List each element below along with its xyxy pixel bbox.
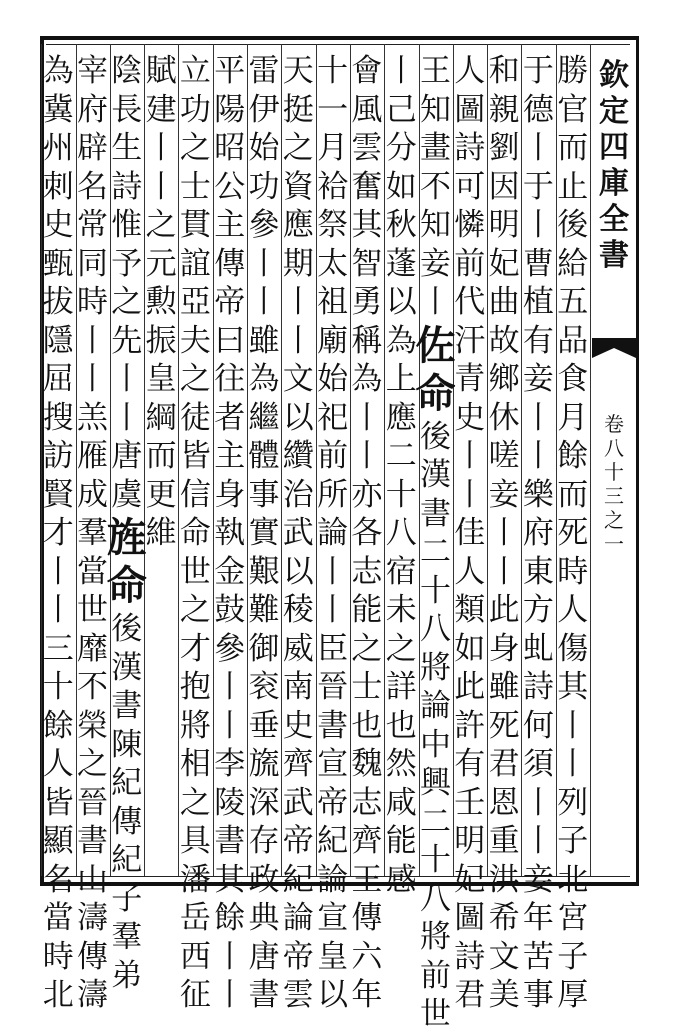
column-text: 十一月袷祭太祖廟始祀前所論丨丨臣晉書宣帝紀論宣皇以 bbox=[317, 53, 349, 1013]
column-text: 以為上應二十八宿未之詳也然咸能感 bbox=[385, 284, 417, 898]
column-text: 宰府辟名常同時丨丨羔雁成羣當世靡不榮之晉書山濤傳濤 bbox=[77, 53, 108, 1013]
frame-right-border bbox=[636, 36, 639, 886]
text-column-5 bbox=[415, 52, 456, 1032]
text-column-11 bbox=[210, 52, 250, 1013]
column-text: 後漢書陳紀傳紀子羣弟 bbox=[111, 611, 143, 994]
text-column-12 bbox=[175, 52, 215, 1013]
text-column-15 bbox=[73, 52, 113, 1013]
column-text: 陰長生詩惟予之先丨丨唐虞 bbox=[111, 53, 143, 513]
text-column-3 bbox=[484, 52, 524, 1013]
column-text: 為冀州刺史甄拔隱屈搜訪賢才丨丨三十餘人皆顯名當時北 bbox=[42, 53, 74, 1013]
column-text: 丨己分如秋蓬 bbox=[385, 53, 417, 282]
column-text: 和親劉因明妃曲故鄉休嗟妾丨丨此身雖死君恩重洪希文美 bbox=[488, 53, 520, 1013]
section-heading: 佐命 bbox=[415, 321, 456, 417]
text-column-14 bbox=[106, 52, 147, 994]
column-text: 立功之士貫誼亞夫之徒皆信命世之才抱將相之具潘岳西征 bbox=[179, 53, 211, 1013]
column-text: 勝官而止後給五品食月餘而死時人傷其丨丨列子北宮子厚 bbox=[557, 53, 589, 1013]
frame-inner-top-line bbox=[46, 44, 630, 45]
book-title: 欽定四庫全書 bbox=[599, 58, 629, 273]
column-text: 天挺之資應期丨丨文以纘治武以稜威南史齊武帝紀論帝雲 bbox=[282, 53, 314, 1013]
column-text: 賦建丨丨之元勲振皇綱而更維 bbox=[145, 53, 177, 551]
column-text: 後漢書二十八將論中興二十八將前世 bbox=[420, 418, 451, 1032]
text-column-7 bbox=[347, 52, 387, 1013]
text-column-16 bbox=[38, 52, 78, 1013]
column-text: 會風雲奮其智勇稱為丨丨亦各志能之士也魏志齊王傳六年 bbox=[351, 53, 383, 1013]
text-column-8 bbox=[313, 52, 353, 1013]
text-column-1 bbox=[553, 52, 593, 1013]
column-text: 雷伊始功參丨丨雖為繼體事實艱難御衮垂旒深存政典唐書 bbox=[248, 53, 280, 1013]
frame-top-border bbox=[40, 36, 638, 40]
margin-strip bbox=[592, 44, 636, 876]
text-column-4 bbox=[450, 52, 490, 1013]
column-text: 王知畫不知妾丨 bbox=[420, 53, 451, 320]
text-column-13 bbox=[141, 52, 181, 872]
text-column-6 bbox=[381, 52, 421, 898]
text-column-2 bbox=[518, 52, 558, 1013]
column-text: 于德丨于丨曹植有妾丨丨樂府東方虬詩何須丨丨妾年苦事 bbox=[522, 53, 554, 1013]
volume-number: 卷八十三之一 bbox=[604, 412, 624, 556]
column-text: 平陽昭公主傳帝曰往者主身執金鼓參丨丨李陵書其餘丨丨 bbox=[214, 53, 246, 1013]
fishtail-mark-icon bbox=[592, 336, 636, 360]
column-text: 人圖詩可憐前代汗青史丨丨佳人類如此許有壬明妃圖詩君 bbox=[454, 53, 486, 1013]
text-column-10 bbox=[244, 52, 284, 1013]
text-column-9 bbox=[278, 52, 318, 1013]
section-heading: 旌命 bbox=[106, 514, 147, 609]
